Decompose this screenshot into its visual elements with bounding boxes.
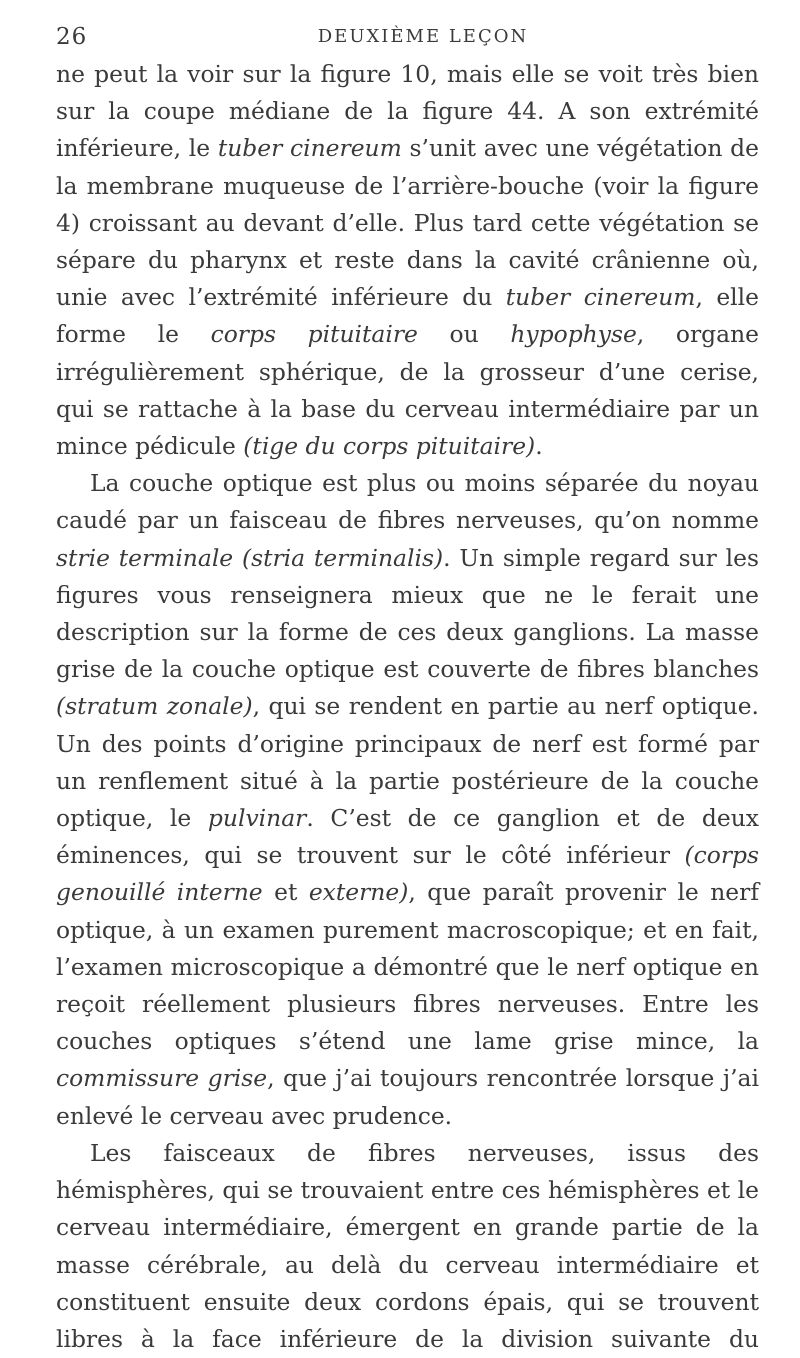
text-run: , que paraît provenir le nerf optique, à un examen purement macroscopique; et en fait, l’examen microscopique a démontré que le nerf optique en reçoit réellement plusieurs fibres nerveuses. Entre les couches optiques s’étend une lame grise mince, la	[56, 878, 759, 1056]
italic-term: corps pituitaire	[210, 320, 418, 349]
text-run: , que j’ai toujours rencontrée lorsque j’ai enlevé le cerveau avec prudence.	[56, 1064, 759, 1130]
italic-term: (tige du corps pituitaire)	[243, 432, 536, 461]
running-title: DEUXIÈME LEÇON	[317, 26, 529, 47]
text-body	[56, 56, 759, 1358]
text-run: . Un simple regard sur les figures vous renseignera mieux que ne le ferait une description sur la forme de ces deux ganglions. La masse grise de la couche optique est couverte de fibres blanches	[56, 543, 759, 684]
paragraph	[56, 56, 759, 465]
italic-term: commissure grise	[56, 1064, 268, 1093]
page-number: 26	[56, 24, 88, 50]
italic-term: tuber cinereum	[217, 134, 402, 163]
text-run: , qui se rendent en partie au nerf optique. Un des points d’origine principaux de nerf est formé par un renflement situé à la partie postérieure de la couche optique, le	[56, 692, 759, 833]
text-run: ne peut la voir sur la figure 10, mais elle se voit très bien sur la coupe médiane de la figure 44. A son extrémité inférieure, le	[56, 60, 759, 163]
italic-term: externe)	[308, 878, 409, 907]
paragraph	[56, 1135, 759, 1358]
italic-term: hypophyse	[510, 320, 637, 349]
text-run: Les faisceaux de fibres nerveuses, issus des hémisphères, qui se trouvaient entre ces hémisphères et le cerveau intermédiaire, émergent en grande partie de la masse cérébrale, au delà du cerveau intermédiaire et constituent ensuite deux cordons épais, qui se trouvent libres à la face inférieure de la division suivante du	[56, 1138, 759, 1353]
italic-term: tuber cinereum	[505, 283, 696, 312]
italic-term: pulvinar	[207, 804, 307, 833]
text-run: , elle forme le	[56, 283, 759, 349]
text-run: et	[262, 878, 309, 907]
italic-term: (stratum zonale)	[56, 692, 253, 721]
text-run: s’unit avec une végétation de la membrane muqueuse de l’arrière-bouche (voir la figure 4) croissant au devant d’elle. Plus tard cette végétation se sépare du pharynx et reste dans la cavité crânienne où, unie avec l’extrémité inférieure du	[56, 134, 759, 312]
text-run: , organe irrégulièrement sphérique, de la grosseur d’une cerise, qui se rattache à la base du cerveau intermédiaire par un mince pédicule	[56, 320, 759, 461]
italic-term: strie terminale (stria terminalis)	[56, 543, 444, 572]
text-run: ou	[417, 320, 511, 349]
page-header	[56, 24, 760, 52]
paragraph	[56, 465, 759, 1135]
text-run: .	[535, 432, 543, 461]
text-run: La couche optique est plus ou moins séparée du noyau caudé par un faisceau de fibres nerveuses, qu’on nomme	[56, 469, 759, 535]
text-run: . C’est de ce ganglion et de deux éminences, qui se trouvent sur le côté inférieur	[56, 804, 759, 870]
italic-term: (corps genouillé interne	[56, 841, 759, 907]
